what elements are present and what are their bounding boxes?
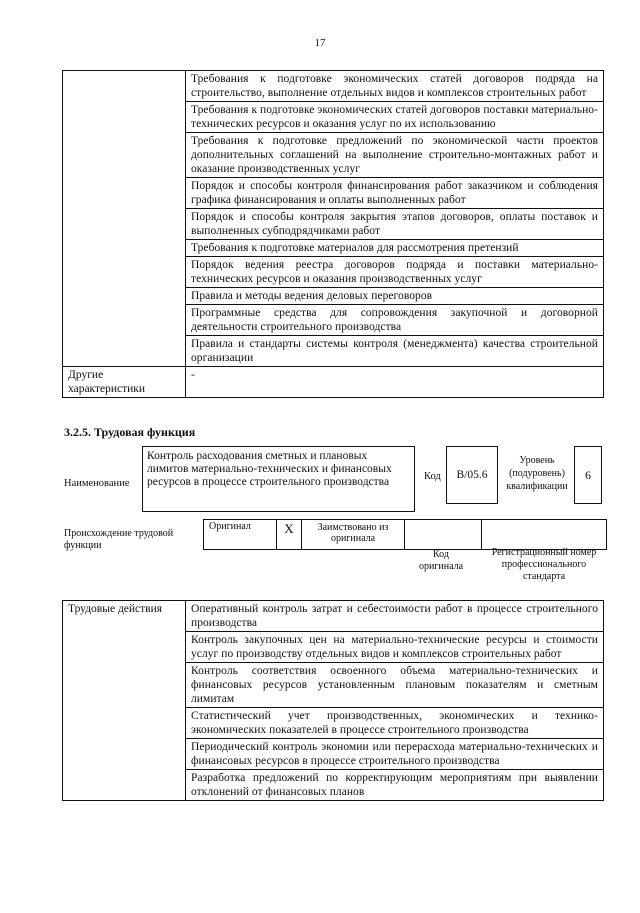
section-title: 3.2.5. Трудовая функция [64,425,196,439]
origin-table [203,519,607,550]
other-characteristics-label: Другие характеристики [63,367,186,398]
code-label: Код [424,471,441,482]
requirement-item: Порядок и способы контроля финансирования работ заказчиком и соблюдения графика финансирования и оплаты выполненных работ [186,178,604,209]
requirement-item: Программные средства для сопровождения закупочной и договорной деятельности строительного производства [186,305,604,336]
requirement-item: Правила и стандарты системы контроля (менеджмента) качества строительной организации [186,336,604,367]
level-label: Уровень (подуровень) квалификации [506,455,568,492]
requirement-item: Порядок и способы контроля закрытия этапов договоров, оплаты поставок и выполненных субподрядчиками работ [186,209,604,240]
requirements-table [62,70,604,398]
labor-action-item: Статистический учет производственных, экономических и технико-экономических показателей в процессе строительного производства [186,708,604,739]
original-mark: X [277,520,302,550]
function-name-box: Контроль расходования сметных и плановых лимитов материально-технических и финансовых ресурсов в процессе строительного производства [142,446,415,512]
code-original-label: Код оригинала [418,549,464,572]
function-code-box: В/05.6 [446,446,498,504]
table-row [63,71,604,102]
origin-label: Происхождение трудовой функции [64,528,174,551]
table-row [63,601,604,632]
requirements-left-cell [63,71,186,367]
labor-actions-label: Трудовые действия [63,601,186,801]
requirement-item: Требования к подготовке экономических статей договоров поставки материально-технических ресурсов и оказания услуг по их использованию [186,102,604,133]
requirement-item: Правила и методы ведения деловых переговоров [186,288,604,305]
reg-number-label: Регистрационный номер профессионального стандарта [491,547,597,582]
requirement-item: Порядок ведения реестра договоров подряда и поставки материально-технических ресурсов и оказания производственных услуг [186,257,604,288]
code-original-cell [405,520,482,550]
labor-action-item: Разработка предложений по корректирующим мероприятиям при выявлении отклонений от финансовых планов [186,770,604,801]
labor-actions-table [62,600,604,801]
labor-action-item: Оперативный контроль затрат и себестоимости работ в процессе строительного производства [186,601,604,632]
labor-action-item: Контроль закупочных цен на материально-технические ресурсы и стоимости услуг по производству отдельных видов и комплексов строительных работ [186,632,604,663]
table-row [63,367,604,398]
name-label: Наименование [64,478,130,489]
requirement-item: Требования к подготовке материалов для рассмотрения претензий [186,240,604,257]
requirement-item: Требования к подготовке предложений по экономической части проектов дополнительных соглашений на выполнение строительно-монтажных работ и оказание производственных услуг [186,133,604,178]
labor-action-item: Контроль соответствия освоенного объема материально-технических и финансовых ресурсов установленным плановым показателям и сметным лимитам [186,663,604,708]
borrowed-label: Заимствовано из оригинала [302,520,405,550]
table-row [204,520,607,550]
reg-number-cell [482,520,607,550]
qualification-level-box: 6 [574,446,602,504]
requirement-item: Требования к подготовке экономических статей договоров подряда на строительство, выполнение отдельных видов и комплексов строительных работ [186,71,604,102]
original-label: Оригинал [204,520,277,550]
other-characteristics-value: - [186,367,604,398]
page-number: 17 [314,37,326,49]
labor-action-item: Периодический контроль экономии или перерасхода материально-технических и финансовых ресурсов в процессе строительного производства [186,739,604,770]
